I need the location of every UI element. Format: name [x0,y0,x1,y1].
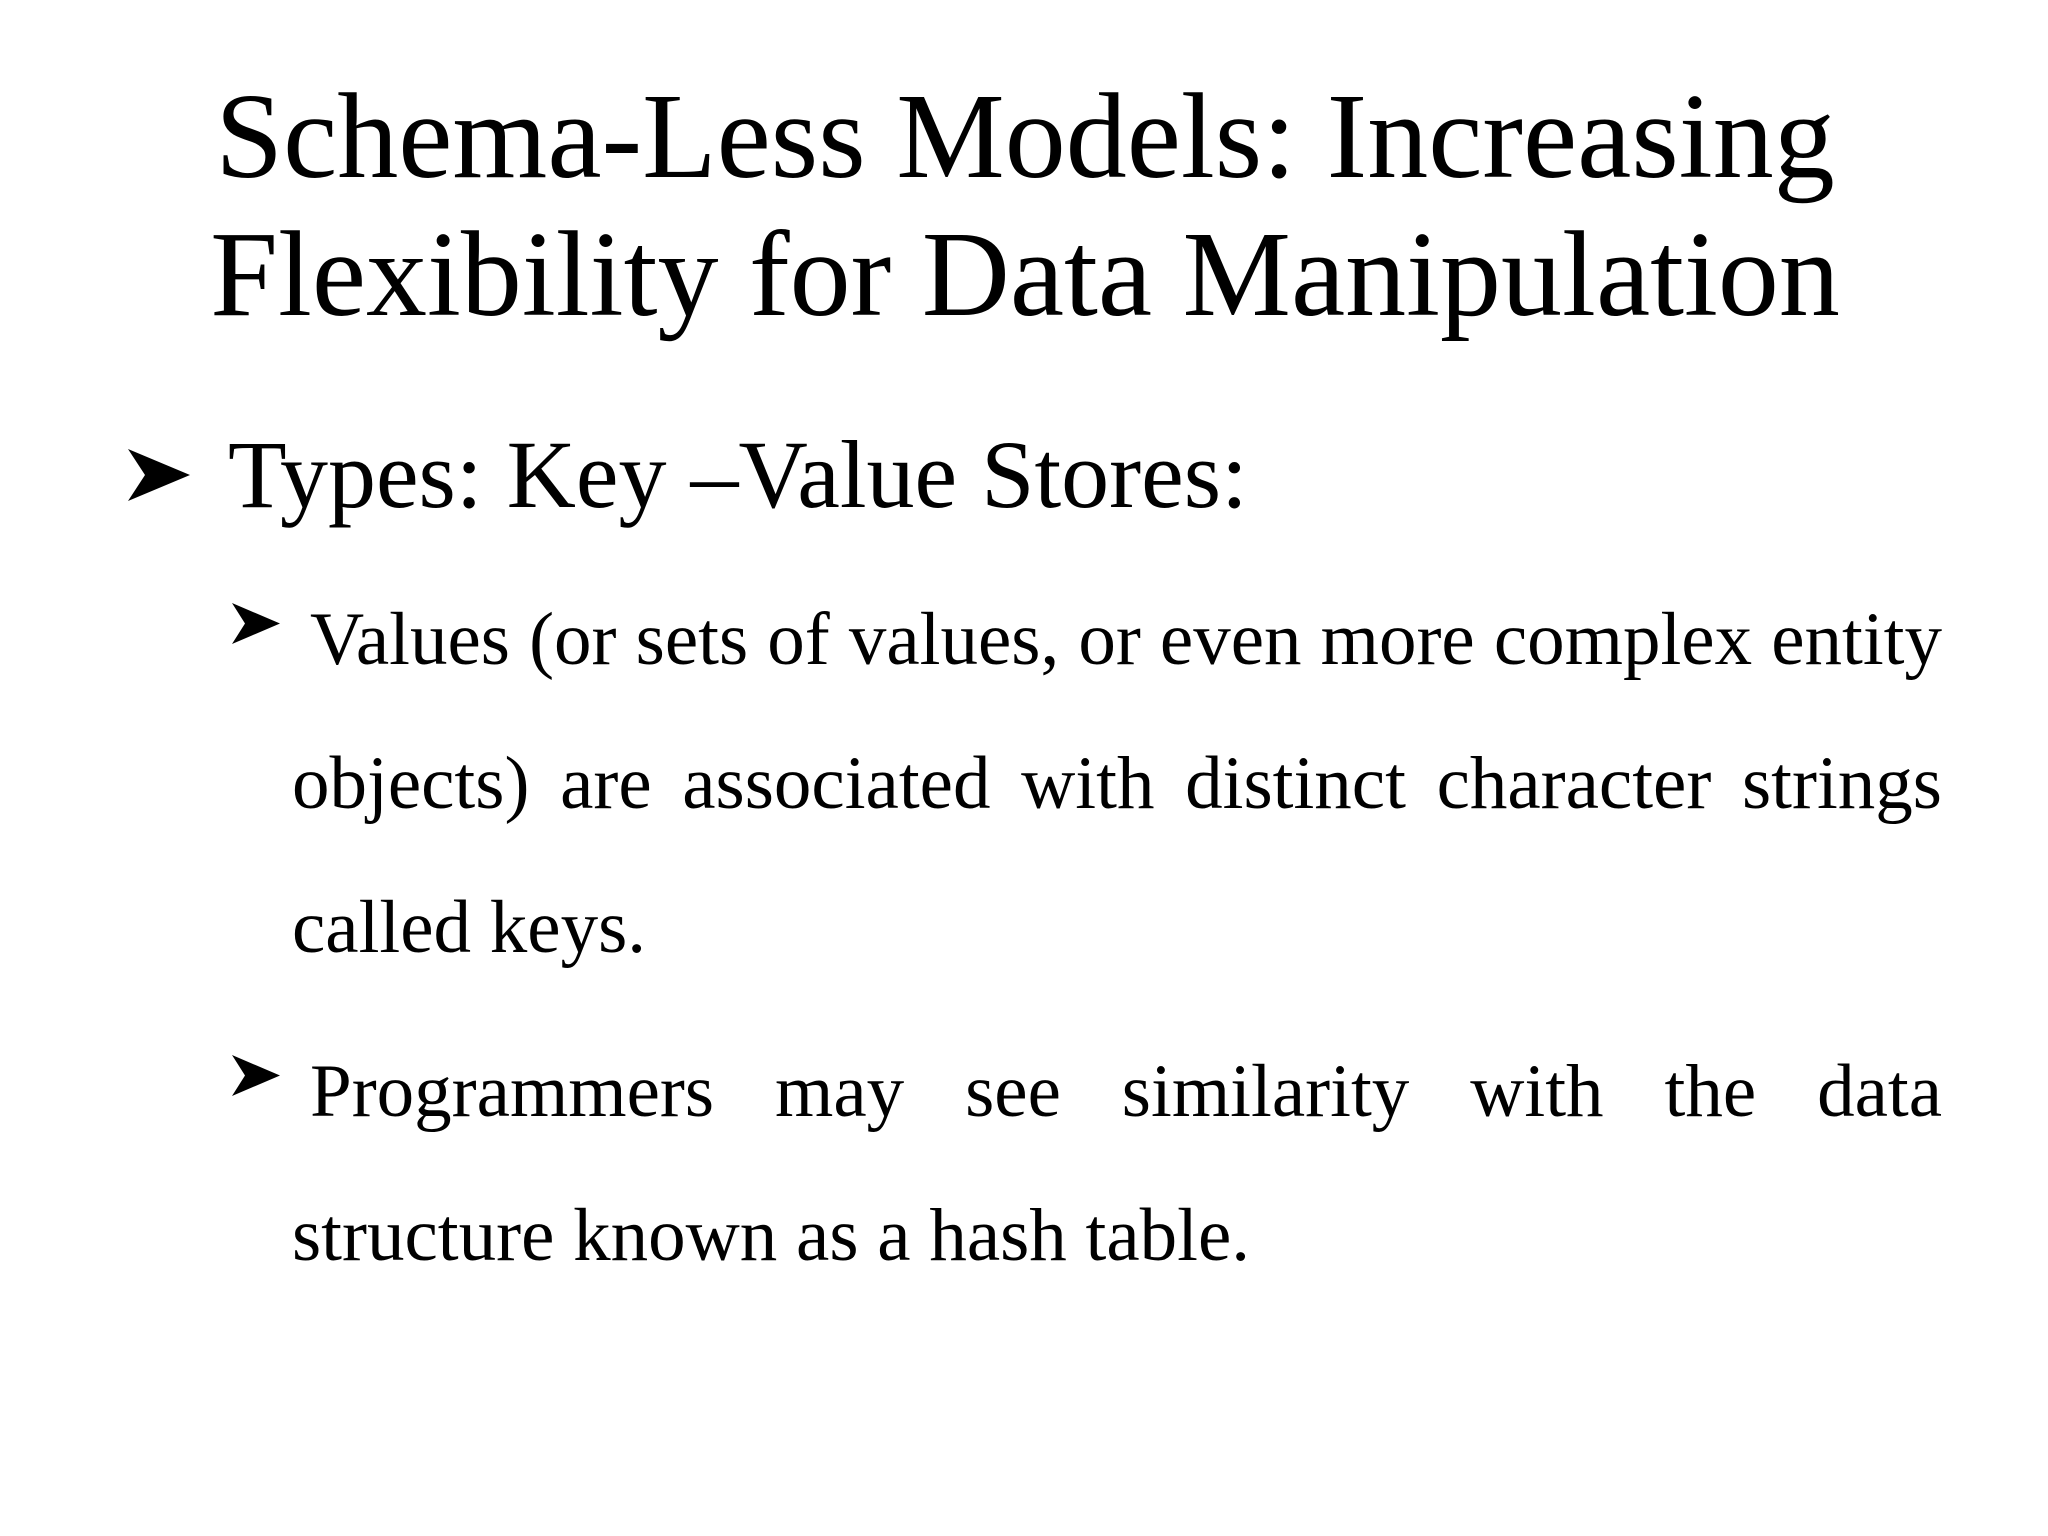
slide-title: Schema-Less Models: Increasing Flexibility for Data Manipulation [210,69,1840,342]
arrowhead-bullet-icon [232,603,280,644]
sub-bullet-text: Programmers may see similarity with the data structure known as a hash table. [292,1050,1942,1277]
main-bullet-text: Types: Key –Value Stores: [228,421,1248,528]
arrowhead-bullet-icon [232,1055,280,1096]
arrowhead-bullet-icon [128,449,190,501]
sub-bullet-text: Values (or sets of values, or even more complex entity objects) are associated with distinct character strings called keys. [292,598,1942,969]
